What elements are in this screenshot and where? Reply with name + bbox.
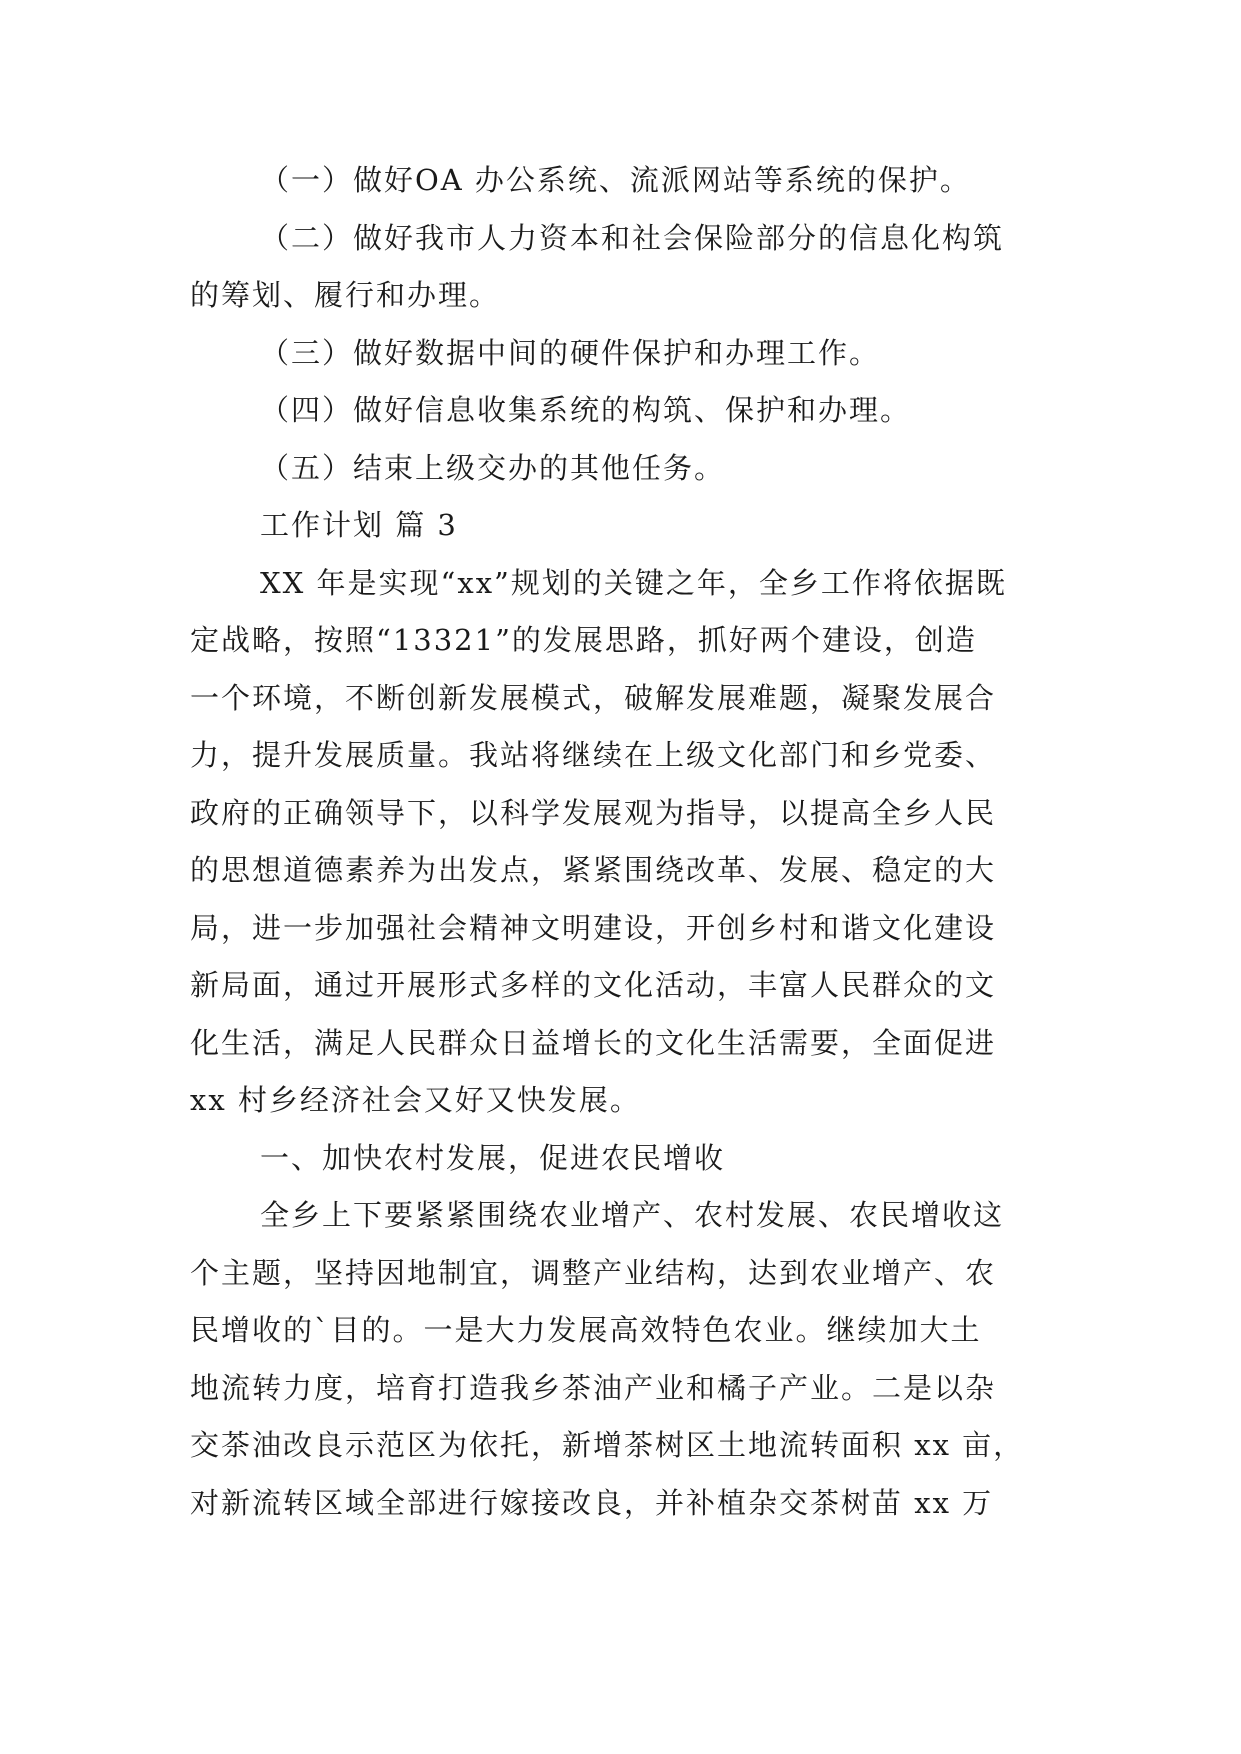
text-line: xx 村乡经济社会又好又快发展。: [190, 1083, 641, 1117]
text-line: 民增收的`目的。一是大力发展高效特色农业。继续加大土: [190, 1313, 982, 1347]
text-line: 化生活，满足人民群众日益增长的文化生活需要，全面促进: [190, 1025, 997, 1060]
text-line: 一个环境，不断创新发展模式，破解发展难题，凝聚发展合: [190, 680, 997, 715]
text-line: （二）做好我市人力资本和社会保险部分的信息化构筑: [260, 220, 1005, 255]
text-line: 定战略，按照“13321”的发展思路，抓好两个建设，创造: [190, 623, 977, 657]
text-line: （四）做好信息收集系统的构筑、保护和办理。: [260, 393, 912, 427]
text-line: XX 年是实现“xx”规划的关键之年，全乡工作将依据既: [260, 565, 1007, 600]
text-line: 地流转力度，培育打造我乡茶油产业和橘子产业。二是以杂: [190, 1370, 997, 1405]
text-line: 的筹划、履行和办理。: [190, 278, 501, 312]
text-line: 一、加快农村发展，促进农民增收: [260, 1140, 726, 1175]
text-line: 政府的正确领导下，以科学发展观为指导，以提高全乡人民: [190, 795, 997, 830]
text-line: 个主题，坚持因地制宜，调整产业结构，达到农业增产、农: [190, 1255, 997, 1290]
text-line: 局，进一步加强社会精神文明建设，开创乡村和谐文化建设: [190, 910, 997, 945]
text-line: 工作计划 篇 3: [260, 508, 458, 542]
text-line: 对新流转区域全部进行嫁接改良，并补植杂交茶树苗 xx 万: [190, 1485, 994, 1520]
text-line: 新局面，通过开展形式多样的文化活动，丰富人民群众的文: [190, 968, 997, 1002]
text-line: （一）做好OA 办公系统、流派网站等系统的保护。: [260, 163, 971, 197]
text-line: 的思想道德素养为出发点，紧紧围绕改革、发展、稳定的大: [190, 853, 997, 887]
text-line: （三）做好数据中间的硬件保护和办理工作。: [260, 335, 881, 370]
text-line: 力，提升发展质量。我站将继续在上级文化部门和乡党委、: [190, 738, 997, 772]
document-body: [190, 152, 1052, 1532]
text-line: 全乡上下要紧紧围绕农业增产、农村发展、农民增收这: [260, 1198, 1005, 1232]
text-line: 交茶油改良示范区为依托，新增茶树区土地流转面积 xx 亩，: [190, 1428, 1025, 1462]
text-line: （五）结束上级交办的其他任务。: [260, 450, 726, 485]
